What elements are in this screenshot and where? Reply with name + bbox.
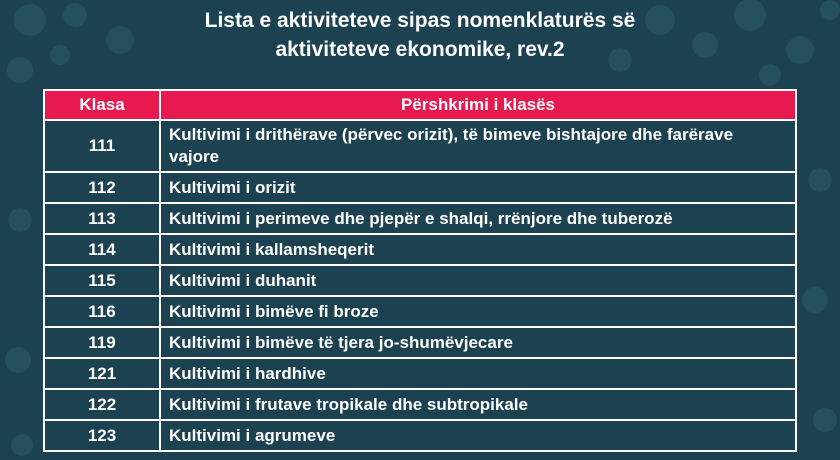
table-row xyxy=(44,296,796,327)
table-row xyxy=(44,389,796,420)
table-row xyxy=(44,358,796,389)
row-code: 122 xyxy=(44,389,160,420)
row-code: 115 xyxy=(44,265,160,296)
row-code: 114 xyxy=(44,234,160,265)
table-row xyxy=(44,203,796,234)
row-code: 121 xyxy=(44,358,160,389)
header-pershkrimi: Përshkrimi i klasës xyxy=(160,90,796,120)
table-row xyxy=(44,265,796,296)
row-code: 119 xyxy=(44,327,160,358)
row-code: 123 xyxy=(44,420,160,451)
page-title xyxy=(0,6,840,64)
row-description: Kultivimi i duhanit xyxy=(160,265,796,296)
header-klasa: Klasa xyxy=(44,90,160,120)
row-description: Kultivimi i kallamsheqerit xyxy=(160,234,796,265)
row-code: 113 xyxy=(44,203,160,234)
row-description: Kultivimi i perimeve dhe pjepër e shalqi, rrënjore dhe tuberozë xyxy=(160,203,796,234)
table-row xyxy=(44,172,796,203)
row-description: Kultivimi i hardhive xyxy=(160,358,796,389)
row-code: 111 xyxy=(44,120,160,172)
table-row xyxy=(44,327,796,358)
row-code: 112 xyxy=(44,172,160,203)
row-description: Kultivimi i bimëve fi broze xyxy=(160,296,796,327)
row-description: Kultivimi i drithërave (përvec orizit), të bimeve bishtajore dhe farërave vajore xyxy=(160,120,796,172)
table-header-row xyxy=(44,90,796,120)
title-line-1: Lista e aktiviteteve sipas nomenklaturës së xyxy=(204,9,636,32)
table-row xyxy=(44,234,796,265)
table-row xyxy=(44,420,796,451)
activities-table xyxy=(43,89,797,452)
title-line-2: aktiviteteve ekonomike, rev.2 xyxy=(275,38,565,61)
row-description: Kultivimi i agrumeve xyxy=(160,420,796,451)
row-code: 116 xyxy=(44,296,160,327)
row-description: Kultivimi i orizit xyxy=(160,172,796,203)
row-description: Kultivimi i bimëve të tjera jo-shumëvjecare xyxy=(160,327,796,358)
table-row xyxy=(44,120,796,172)
row-description: Kultivimi i frutave tropikale dhe subtropikale xyxy=(160,389,796,420)
